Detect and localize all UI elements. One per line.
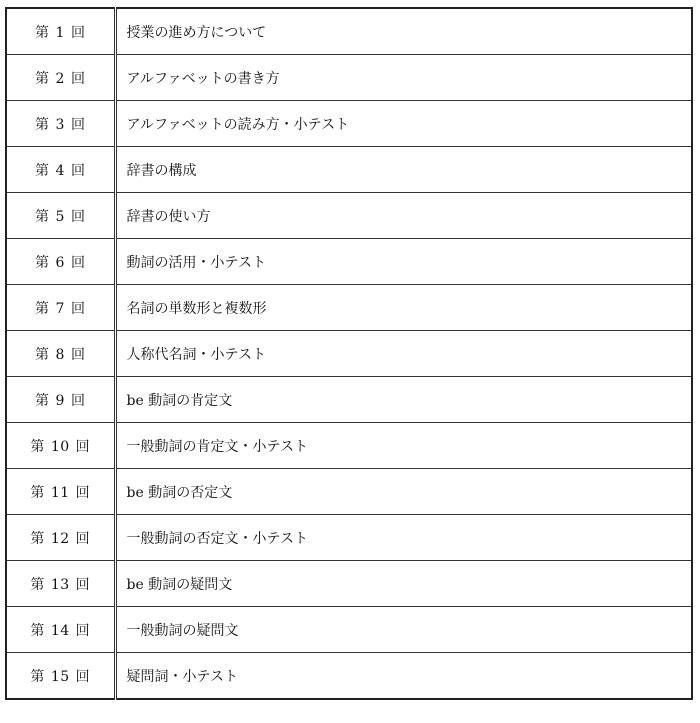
session-label — [6, 331, 115, 377]
session-prefix: 第 — [30, 622, 45, 639]
session-topic: 名詞の単数形と複数形 — [115, 285, 692, 331]
session-prefix: 第 — [35, 70, 50, 87]
session-topic: be 動詞の肯定文 — [115, 377, 692, 423]
session-number: 1 — [55, 24, 65, 41]
session-suffix: 回 — [70, 208, 86, 225]
table-row — [6, 101, 692, 147]
session-label — [6, 515, 115, 561]
schedule-body — [6, 8, 692, 699]
session-topic: 疑問詞・小テスト — [115, 653, 692, 700]
session-topic: アルファベットの書き方 — [115, 55, 692, 101]
table-row — [6, 55, 692, 101]
table-row — [6, 285, 692, 331]
session-number: 13 — [50, 576, 70, 593]
session-number: 10 — [50, 438, 70, 455]
session-label — [6, 239, 115, 285]
session-suffix: 回 — [70, 116, 86, 133]
session-topic: 一般動詞の疑問文 — [115, 607, 692, 653]
session-topic: 人称代名詞・小テスト — [115, 331, 692, 377]
session-suffix: 回 — [70, 300, 86, 317]
session-suffix: 回 — [75, 484, 91, 501]
session-suffix: 回 — [70, 70, 86, 87]
table-row — [6, 423, 692, 469]
course-schedule-table — [5, 7, 693, 700]
table-row — [6, 239, 692, 285]
session-suffix: 回 — [70, 392, 86, 409]
session-prefix: 第 — [35, 346, 50, 363]
session-label — [6, 147, 115, 193]
session-suffix: 回 — [70, 24, 86, 41]
session-label — [6, 561, 115, 607]
session-topic: 一般動詞の否定文・小テスト — [115, 515, 692, 561]
session-number: 11 — [50, 484, 70, 501]
table-row — [6, 147, 692, 193]
session-label — [6, 469, 115, 515]
session-number: 5 — [55, 208, 65, 225]
session-prefix: 第 — [35, 162, 50, 179]
session-prefix: 第 — [35, 300, 50, 317]
session-topic: 動詞の活用・小テスト — [115, 239, 692, 285]
session-label — [6, 377, 115, 423]
table-row — [6, 561, 692, 607]
session-prefix: 第 — [30, 668, 45, 685]
session-number: 3 — [55, 116, 65, 133]
session-prefix: 第 — [30, 576, 45, 593]
session-prefix: 第 — [35, 254, 50, 271]
session-suffix: 回 — [70, 254, 86, 271]
session-label — [6, 193, 115, 239]
session-prefix: 第 — [35, 208, 50, 225]
session-label — [6, 285, 115, 331]
session-prefix: 第 — [35, 392, 50, 409]
table-row — [6, 607, 692, 653]
session-suffix: 回 — [75, 622, 91, 639]
table-row — [6, 8, 692, 55]
session-suffix: 回 — [70, 346, 86, 363]
session-label — [6, 423, 115, 469]
session-suffix: 回 — [70, 162, 86, 179]
session-number: 7 — [55, 300, 65, 317]
session-number: 14 — [50, 622, 70, 639]
session-label — [6, 55, 115, 101]
table-row — [6, 377, 692, 423]
session-topic: 一般動詞の肯定文・小テスト — [115, 423, 692, 469]
session-label — [6, 8, 115, 55]
session-label — [6, 607, 115, 653]
session-topic: be 動詞の否定文 — [115, 469, 692, 515]
session-topic: be 動詞の疑問文 — [115, 561, 692, 607]
session-topic: 授業の進め方について — [115, 8, 692, 55]
session-topic: 辞書の構成 — [115, 147, 692, 193]
session-number: 9 — [55, 392, 65, 409]
session-label — [6, 653, 115, 700]
session-topic: 辞書の使い方 — [115, 193, 692, 239]
session-number: 6 — [55, 254, 65, 271]
session-prefix: 第 — [30, 530, 45, 547]
session-suffix: 回 — [75, 576, 91, 593]
session-suffix: 回 — [75, 530, 91, 547]
table-row — [6, 469, 692, 515]
table-row — [6, 515, 692, 561]
session-prefix: 第 — [35, 116, 50, 133]
session-prefix: 第 — [30, 484, 45, 501]
session-prefix: 第 — [30, 438, 45, 455]
session-number: 12 — [50, 530, 70, 547]
session-suffix: 回 — [75, 438, 91, 455]
session-prefix: 第 — [35, 24, 50, 41]
session-number: 2 — [55, 70, 65, 87]
session-number: 8 — [55, 346, 65, 363]
session-label — [6, 101, 115, 147]
session-topic: アルファベットの読み方・小テスト — [115, 101, 692, 147]
session-number: 15 — [50, 668, 70, 685]
session-suffix: 回 — [75, 668, 91, 685]
session-number: 4 — [55, 162, 65, 179]
table-row — [6, 653, 692, 700]
table-row — [6, 331, 692, 377]
table-row — [6, 193, 692, 239]
